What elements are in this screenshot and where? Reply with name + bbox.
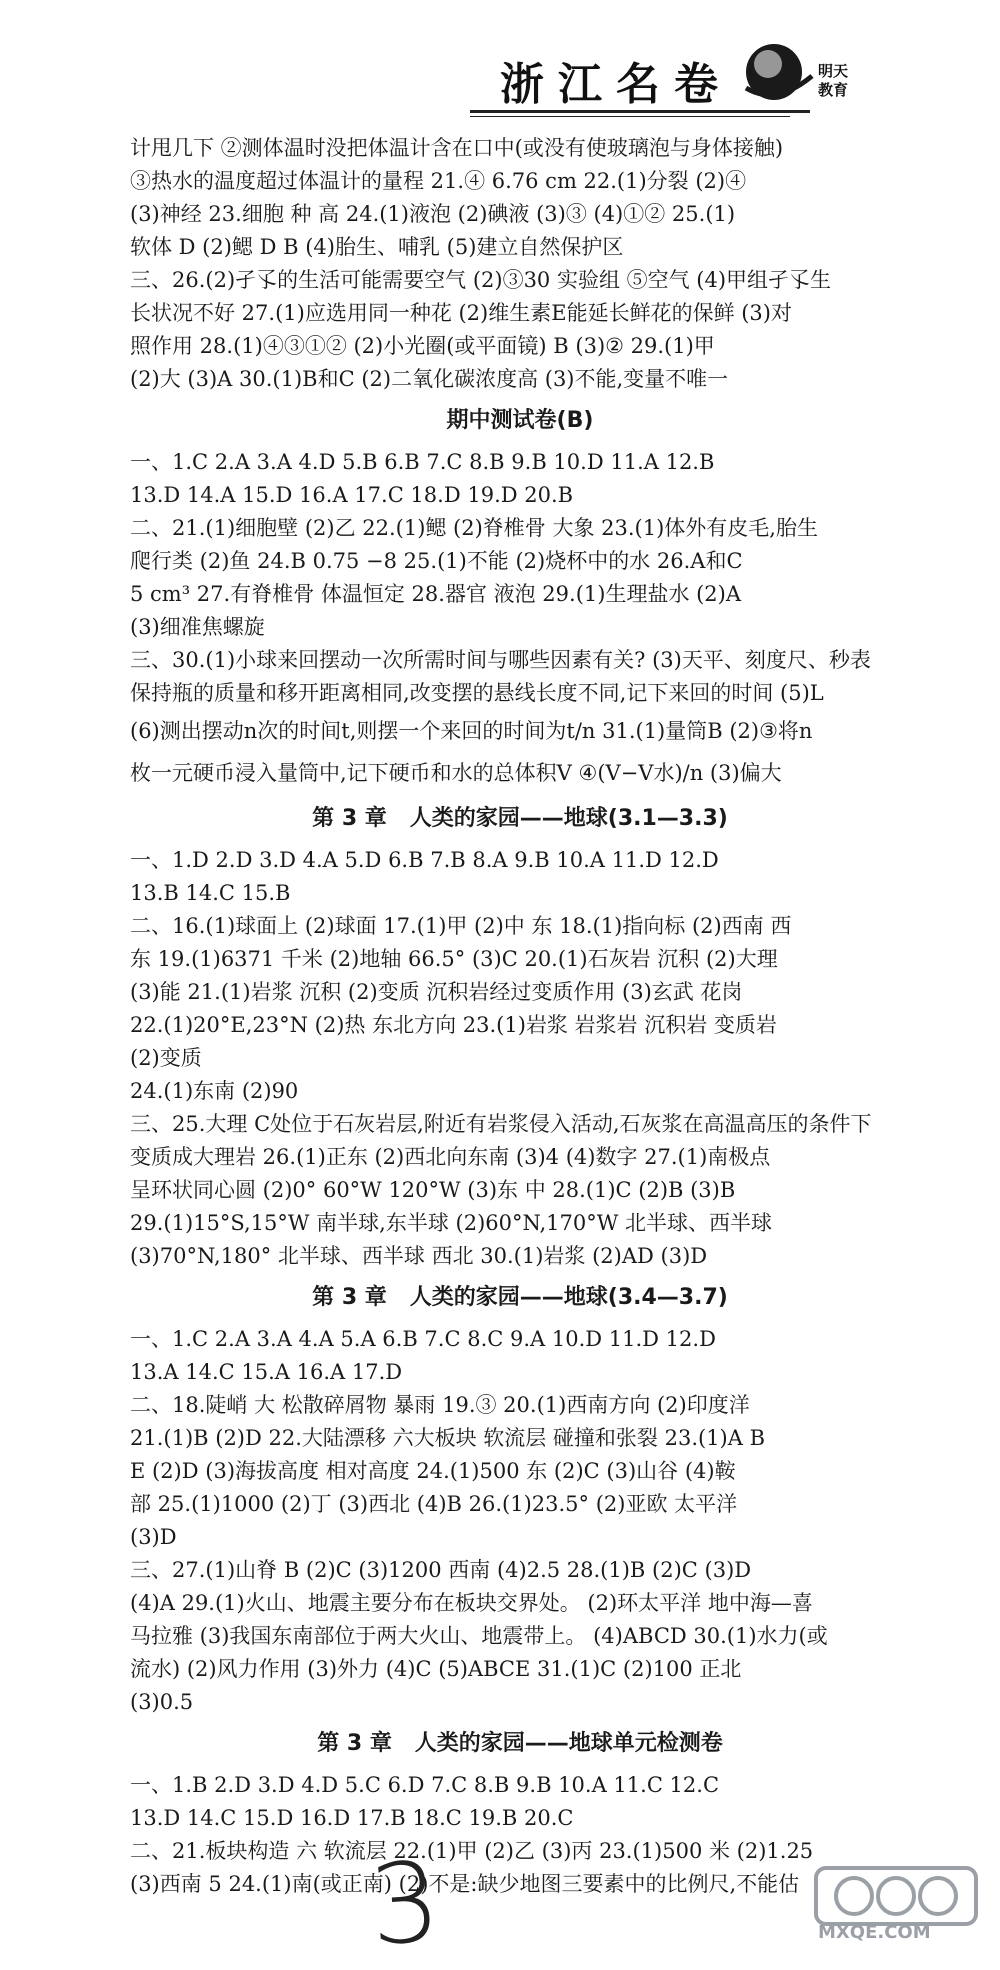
answer-line: 13.D 14.A 15.D 16.A 17.C 18.D 19.D 20.B <box>130 483 574 507</box>
answer-line: 一、1.C 2.A 3.A 4.A 5.A 6.B 7.C 8.C 9.A 10.D 11.D 12.D <box>130 1327 716 1351</box>
answer-line: (2)大 (3)A 30.(1)B和C (2)二氧化碳浓度高 (3)不能,变量不唯一 <box>130 367 729 391</box>
answer-line: 保持瓶的质量和移开距离相同,改变摆的悬线长度不同,记下来回的时间 (5)L <box>130 681 824 705</box>
answer-line: 三、30.(1)小球来回摆动一次所需时间与哪些因素有关? (3)天平、刻度尺、秒表 <box>130 648 871 672</box>
answer-line: 爬行类 (2)鱼 24.B 0.75 −8 25.(1)不能 (2)烧杯中的水 26.A和C <box>130 549 743 573</box>
answer-line: 呈环状同心圆 (2)0° 60°W 120°W (3)东 中 28.(1)C (2)B (3)B <box>130 1178 736 1202</box>
answer-line: (3)能 21.(1)岩浆 沉积 (2)变质 沉积岩经过变质作用 (3)玄武 花岗 <box>130 980 743 1004</box>
answer-line: 22.(1)20°E,23°N (2)热 东北方向 23.(1)岩浆 岩浆岩 沉积岩 变质岩 <box>130 1013 777 1037</box>
answer-line: 流水) (2)风力作用 (3)外力 (4)C (5)ABCE 31.(1)C (2)100 正北 <box>130 1657 742 1681</box>
answer-line: (6)测出摆动n次的时间t,则摆一个来回的时间为t/n 31.(1)量筒B (2)③将n <box>130 719 813 743</box>
globe-logo-icon <box>740 36 814 110</box>
answer-line: 枚一元硬币浸入量筒中,记下硬币和水的总体积V ④(V−V水)/n (3)偏大 <box>130 761 782 785</box>
answer-line: 一、1.C 2.A 3.A 4.D 5.B 6.B 7.C 8.B 9.B 10.D 11.A 12.B <box>130 450 715 474</box>
answer-line: 东 19.(1)6371 千米 (2)地轴 66.5° (3)C 20.(1)石灰岩 沉积 (2)大理 <box>130 947 778 971</box>
answer-line: 5 cm³ 27.有脊椎骨 体温恒定 28.器官 液泡 29.(1)生理盐水 (2)A <box>130 582 742 606</box>
answer-line: 部 25.(1)1000 (2)丁 (3)西北 (4)B 26.(1)23.5° (2)亚欧 太平洋 <box>130 1492 738 1516</box>
answer-line: 长状况不好 27.(1)应选用同一种花 (2)维生素E能延长鲜花的保鲜 (3)对 <box>130 301 792 325</box>
answer-content <box>130 132 910 1901</box>
answer-line: 21.(1)B (2)D 22.大陆漂移 六大板块 软流层 碰撞和张裂 23.(1)A B <box>130 1426 766 1450</box>
logo-text-bottom: 教育 <box>818 81 849 99</box>
answer-line: 一、1.B 2.D 3.D 4.D 5.C 6.D 7.C 8.B 9.B 10.A 11.C 12.C <box>130 1773 720 1797</box>
answer-line: ③热水的温度超过体温计的量程 21.④ 6.76 cm 22.(1)分裂 (2)④ <box>130 169 747 193</box>
answer-line: 二、16.(1)球面上 (2)球面 17.(1)甲 (2)中 东 18.(1)指向标 (2)西南 西 <box>130 914 792 938</box>
answer-line: 马拉雅 (3)我国东南部位于两大火山、地震带上。 (4)ABCD 30.(1)水力(或 <box>130 1624 828 1648</box>
section-title: 第 3 章 人类的家园——地球单元检测卷 <box>317 1731 723 1756</box>
answer-line: (3)神经 23.细胞 种 高 24.(1)液泡 (2)碘液 (3)③ (4)①② 25.(1) <box>130 202 736 226</box>
answer-line: (4)A 29.(1)火山、地震主要分布在板块交界处。 (2)环太平洋 地中海—喜 <box>130 1591 813 1615</box>
answer-line: 二、21.(1)细胞壁 (2)乙 22.(1)鳃 (2)脊椎骨 大象 23.(1)体外有皮毛,胎生 <box>130 516 818 540</box>
header-rule <box>470 110 810 113</box>
answer-line: 一、1.D 2.D 3.D 4.A 5.D 6.B 7.B 8.A 9.B 10.A 11.D 12.D <box>130 848 719 872</box>
answer-line: 三、27.(1)山脊 B (2)C (3)1200 西南 (4)2.5 28.(1)B (2)C (3)D <box>130 1558 752 1582</box>
watermark-text: MXQE.COM <box>818 1922 931 1943</box>
answer-line: 二、18.陡峭 大 松散碎屑物 暴雨 19.③ 20.(1)西南方向 (2)印度洋 <box>130 1393 750 1417</box>
answer-line: (3)70°N,180° 北半球、西半球 西北 30.(1)岩浆 (2)AD (3)D <box>130 1244 708 1268</box>
answer-line: 29.(1)15°S,15°W 南半球,东半球 (2)60°N,170°W 北半球、西半球 <box>130 1211 773 1235</box>
answer-line: 13.D 14.C 15.D 16.D 17.B 18.C 19.B 20.C <box>130 1806 574 1830</box>
answer-line: (3)西南 5 24.(1)南(或正南) (2)不是:缺少地图三要素中的比例尺,不能估 <box>130 1872 800 1896</box>
brand-title: 浙江名卷 <box>500 59 732 110</box>
answer-line: (3)D <box>130 1525 177 1549</box>
page-header <box>0 0 1000 140</box>
watermark-stamp-icon <box>806 1862 986 1962</box>
answer-line: 13.B 14.C 15.B <box>130 881 291 905</box>
answer-line: 计甩几下 ②测体温时没把体温计含在口中(或没有使玻璃泡与身体接触) <box>130 136 784 160</box>
logo-text <box>818 62 852 100</box>
answer-line: 13.A 14.C 15.A 16.A 17.D <box>130 1360 403 1384</box>
answer-line: (2)变质 <box>130 1046 202 1070</box>
header-rule-thin <box>470 116 790 117</box>
answer-line: 三、26.(2)孑孓的生活可能需要空气 (2)③30 实验组 ⑤空气 (4)甲组孑孓生 <box>130 268 832 292</box>
answer-line: (3)0.5 <box>130 1690 194 1714</box>
section-title: 期中测试卷(B) <box>446 408 594 433</box>
answer-line: 三、25.大理 C处位于石灰岩层,附近有岩浆侵入活动,石灰浆在高温高压的条件下 <box>130 1112 872 1136</box>
answer-line: 照作用 28.(1)④③①② (2)小光圈(或平面镜) B (3)② 29.(1)甲 <box>130 334 715 358</box>
answer-line: 变质成大理岩 26.(1)正东 (2)西北向东南 (3)4 (4)数字 27.(1)南极点 <box>130 1145 771 1169</box>
answer-line: (3)细准焦螺旋 <box>130 615 265 639</box>
answer-line: 24.(1)东南 (2)90 <box>130 1079 299 1103</box>
handwritten-page-number: 3 <box>365 1837 445 1970</box>
section-title: 第 3 章 人类的家园——地球(3.1—3.3) <box>312 806 728 831</box>
answer-line: 二、21.板块构造 六 软流层 22.(1)甲 (2)乙 (3)丙 23.(1)500 米 (2)1.25 <box>130 1839 814 1863</box>
logo-text-top: 明天 <box>818 62 849 80</box>
section-title: 第 3 章 人类的家园——地球(3.4—3.7) <box>312 1285 728 1310</box>
answer-line: 软体 D (2)鳃 D B (4)胎生、哺乳 (5)建立自然保护区 <box>130 235 624 259</box>
answer-line: E (2)D (3)海拔高度 相对高度 24.(1)500 东 (2)C (3)山谷 (4)鞍 <box>130 1459 736 1483</box>
